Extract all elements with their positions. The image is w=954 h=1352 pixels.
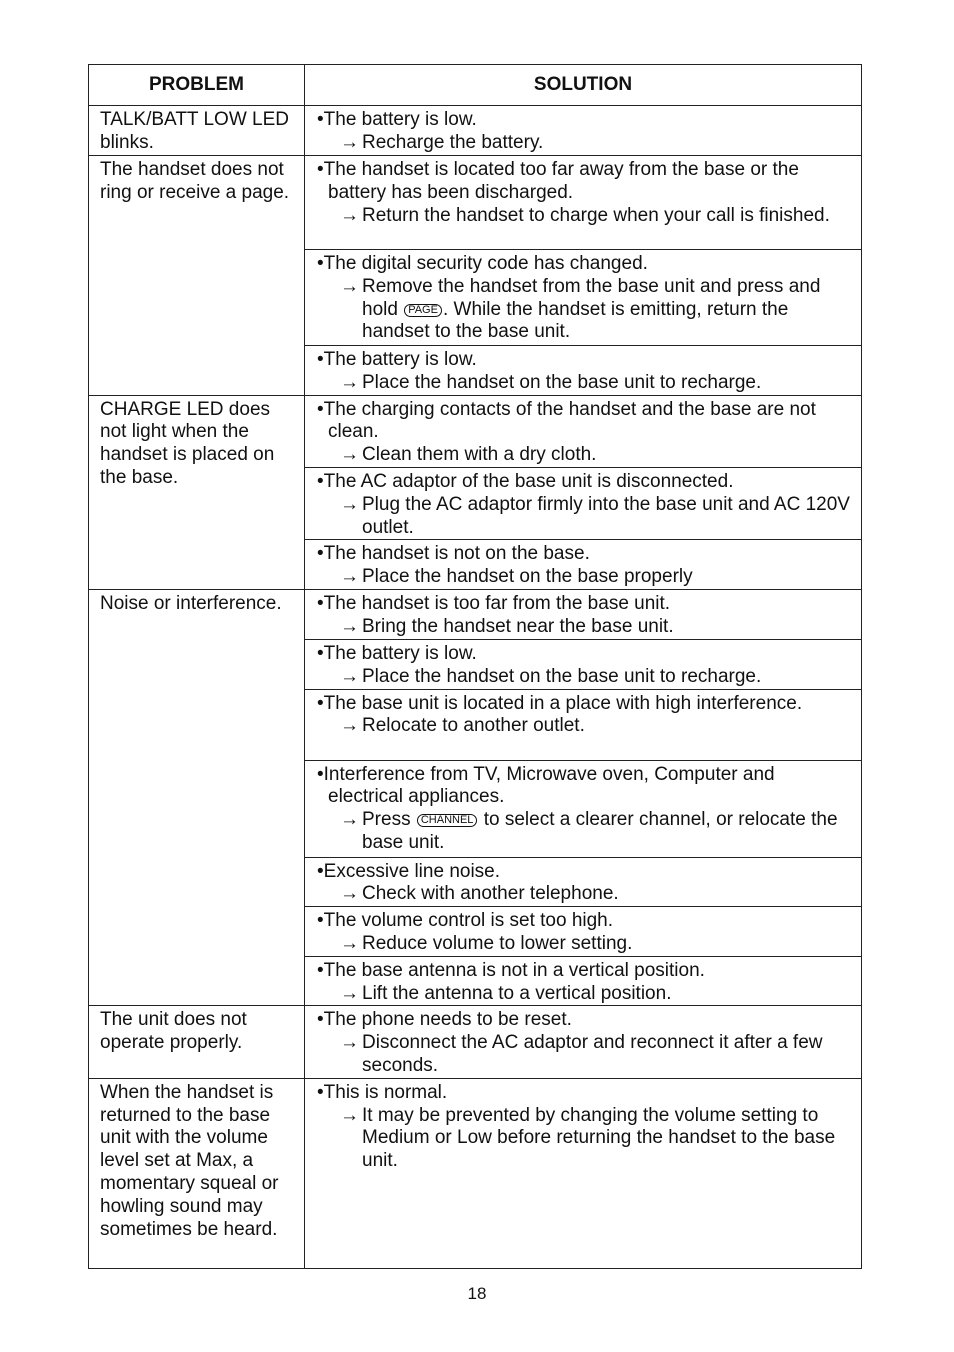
bullet-icon: • <box>317 692 324 714</box>
table-row <box>89 1006 862 1078</box>
remedy-text <box>317 983 853 1006</box>
solution-cell <box>305 1006 862 1078</box>
arrow-right-icon: → <box>340 444 359 466</box>
bullet-icon: • <box>317 1081 324 1103</box>
cause-text <box>317 764 853 810</box>
solution-cell <box>305 760 862 857</box>
remedy-label: Recharge the battery. <box>362 131 544 153</box>
problem-cell: CHARGE LED does not light when the handset is placed on the base. <box>89 395 305 589</box>
remedy-text <box>317 205 853 228</box>
arrow-right-icon: → <box>340 275 359 297</box>
remedy-label: Plug the AC adaptor firmly into the base unit and AC 120V outlet. <box>362 493 850 538</box>
remedy-text <box>317 666 853 689</box>
arrow-right-icon: → <box>340 715 359 737</box>
remedy-label: Check with another telephone. <box>362 883 619 905</box>
remedy-text <box>317 809 853 855</box>
remedy-label: Place the handset on the base unit to recharge. <box>362 371 762 393</box>
arrow-right-icon: → <box>340 615 359 637</box>
cause-label: The handset is located too far away from the base or the battery has been discharged. <box>323 159 805 203</box>
remedy-label: Relocate to another outlet. <box>362 715 585 737</box>
solution-cell <box>305 1078 862 1268</box>
solution-cell <box>305 907 862 957</box>
cause-text <box>317 593 853 616</box>
bullet-icon: • <box>317 159 324 180</box>
cause-label: Interference from TV, Microwave oven, Computer and electrical appliances. <box>323 763 780 808</box>
arrow-right-icon: → <box>340 1104 359 1126</box>
remedy-text <box>317 444 853 467</box>
remedy-text <box>317 616 853 639</box>
channel-key-icon: CHANNEL <box>417 814 478 827</box>
bullet-icon: • <box>317 959 324 981</box>
bullet-icon: • <box>317 592 324 614</box>
remedy-text <box>317 1105 853 1173</box>
cause-label: The digital security code has changed. <box>323 253 648 274</box>
problem-cell: TALK/BATT LOW LED blinks. <box>89 106 305 156</box>
cause-label: The battery is low. <box>323 642 477 664</box>
table-row <box>89 1078 862 1268</box>
cause-text <box>317 471 853 494</box>
page-key-icon: PAGE <box>404 304 442 317</box>
cause-label: The battery is low. <box>323 349 477 370</box>
cause-label: The base antenna is not in a vertical position. <box>323 959 705 981</box>
cause-label: The handset is not on the base. <box>323 543 590 565</box>
arrow-right-icon: → <box>340 493 359 515</box>
remedy-label: Return the handset to charge when your call is finished. <box>362 204 830 226</box>
cause-label: The handset is too far from the base unit. <box>323 592 671 614</box>
solution-cell <box>305 857 862 907</box>
bullet-icon: • <box>317 253 324 274</box>
remedy-label: Lift the antenna to a vertical position. <box>362 982 672 1004</box>
cause-text <box>317 960 853 983</box>
bullet-icon: • <box>317 349 324 370</box>
remedy-label: Reduce volume to lower setting. <box>362 932 633 954</box>
table-row <box>89 156 862 250</box>
remedy-text <box>317 494 853 540</box>
problem-column-header: PROBLEM <box>89 65 305 106</box>
remedy-label: Press <box>362 809 411 831</box>
remedy-label: to select a clearer channel, or relocate the base unit. <box>362 809 838 853</box>
remedy-label: It may be prevented by changing the volume setting to Medium or Low before returning the handset to the base unit. <box>362 1104 836 1172</box>
solution-cell <box>305 250 862 346</box>
cause-label: The charging contacts of the handset and the base are not clean. <box>323 398 822 443</box>
page-number: 18 <box>467 1284 487 1303</box>
table-row <box>89 106 862 156</box>
arrow-right-icon: → <box>340 665 359 687</box>
problem-cell: The handset does not ring or receive a page. <box>89 156 305 396</box>
solution-cell <box>305 346 862 396</box>
arrow-right-icon: → <box>340 371 359 393</box>
solution-cell <box>305 106 862 156</box>
arrow-right-icon: → <box>340 809 359 831</box>
remedy-label: . While the handset is emitting, return the handset to the base unit. <box>362 298 789 343</box>
cause-text <box>317 861 853 884</box>
cause-label: The base unit is located in a place with high interference. <box>323 692 803 714</box>
cause-text <box>317 399 853 445</box>
table-body <box>89 106 862 1269</box>
cause-text <box>317 159 853 205</box>
remedy-label: Place the handset on the base properly <box>362 566 693 588</box>
solution-cell <box>305 689 862 760</box>
cause-text <box>317 543 853 566</box>
cause-text <box>317 1009 853 1032</box>
problem-cell: When the handset is returned to the base unit with the volume level set at Max, a momentary squeal or howling sound may sometimes be heard. <box>89 1078 305 1268</box>
remedy-text <box>317 933 853 956</box>
problem-cell: Noise or interference. <box>89 589 305 1005</box>
remedy-text <box>317 1032 853 1078</box>
bullet-icon: • <box>317 860 324 882</box>
bullet-icon: • <box>317 398 324 420</box>
bullet-icon: • <box>317 1009 324 1031</box>
cause-text <box>317 910 853 933</box>
solution-cell <box>305 467 862 539</box>
remedy-text <box>317 715 853 738</box>
remedy-text <box>317 372 853 395</box>
remedy-label: Clean them with a dry cloth. <box>362 444 597 466</box>
solution-cell <box>305 639 862 689</box>
remedy-label: Bring the handset near the base unit. <box>362 615 674 637</box>
cause-label: This is normal. <box>323 1081 448 1103</box>
arrow-right-icon: → <box>340 932 359 954</box>
cause-label: The AC adaptor of the base unit is disconnected. <box>323 470 734 492</box>
remedy-label: Disconnect the AC adaptor and reconnect it after a few seconds. <box>362 1032 823 1076</box>
arrow-right-icon: → <box>340 131 359 153</box>
arrow-right-icon: → <box>340 204 359 226</box>
arrow-right-icon: → <box>340 982 359 1004</box>
arrow-right-icon: → <box>340 883 359 905</box>
bullet-icon: • <box>317 543 324 565</box>
problem-cell: The unit does not operate properly. <box>89 1006 305 1078</box>
remedy-text <box>317 276 853 344</box>
cause-label: The phone needs to be reset. <box>323 1009 572 1031</box>
remedy-label: Remove the handset from the base unit and press and hold <box>362 275 821 320</box>
cause-label: Excessive line noise. <box>323 860 501 882</box>
cause-label: The battery is low. <box>323 109 477 130</box>
arrow-right-icon: → <box>340 1032 359 1054</box>
remedy-label: Place the handset on the base unit to recharge. <box>362 665 762 687</box>
bullet-icon: • <box>317 642 324 664</box>
bullet-icon: • <box>317 763 324 785</box>
remedy-text <box>317 566 853 589</box>
solution-column-header: SOLUTION <box>305 65 862 106</box>
cause-label: The volume control is set too high. <box>323 910 614 932</box>
remedy-text <box>317 883 853 906</box>
bullet-icon: • <box>317 470 324 492</box>
solution-cell <box>305 589 862 639</box>
bullet-icon: • <box>317 109 324 130</box>
table-row <box>89 589 862 639</box>
bullet-icon: • <box>317 910 324 932</box>
cause-text <box>317 109 853 132</box>
table-header-row <box>89 65 862 106</box>
solution-cell <box>305 395 862 467</box>
troubleshooting-table <box>88 64 862 1269</box>
cause-text <box>317 1082 853 1105</box>
arrow-right-icon: → <box>340 566 359 588</box>
solution-cell <box>305 956 862 1006</box>
solution-cell <box>305 540 862 590</box>
cause-text <box>317 643 853 666</box>
cause-text <box>317 253 853 276</box>
cause-text <box>317 349 853 372</box>
table-row <box>89 395 862 467</box>
cause-text <box>317 693 853 716</box>
remedy-text <box>317 132 853 155</box>
solution-cell <box>305 156 862 250</box>
